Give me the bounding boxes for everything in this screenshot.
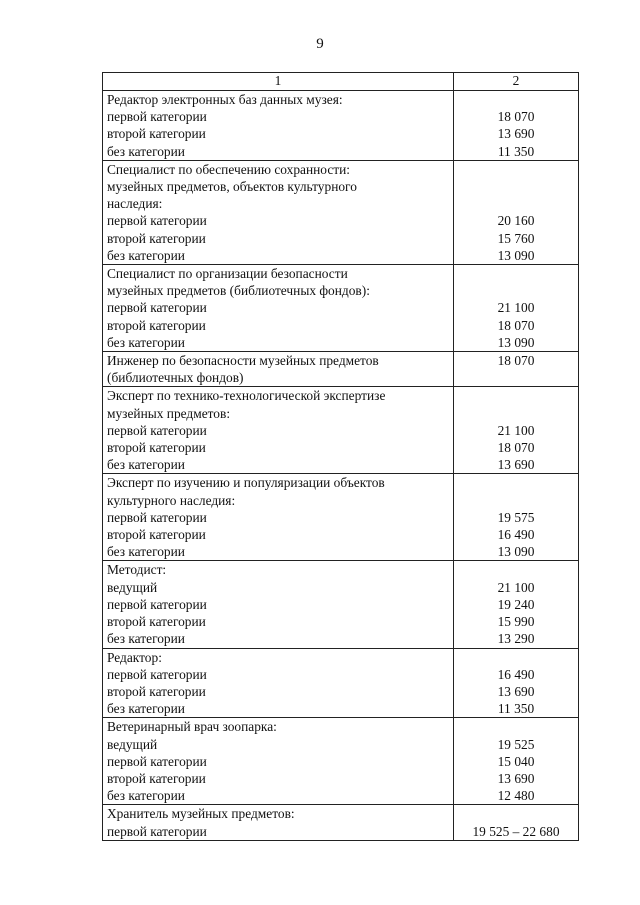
salary-value: 21 100 (497, 422, 535, 438)
position-title-line: Эксперт по технико-технологической экспертизе (107, 388, 386, 404)
position-cell (103, 805, 454, 840)
position-title-line: Эксперт по изучению и популяризации объектов (107, 475, 385, 491)
value-spacer (458, 405, 574, 422)
salary-value: 18 070 (497, 109, 535, 125)
position-title-line: (библиотечных фондов) (107, 370, 244, 386)
value-spacer (458, 91, 574, 108)
position-title-line: наследия: (107, 196, 163, 212)
category-label: второй категории (107, 317, 206, 333)
position-cell (103, 648, 454, 718)
position-cell (103, 265, 454, 352)
category-label: второй категории (107, 770, 206, 786)
salary-value: 19 575 (497, 509, 535, 525)
position-title-line: Инженер по безопасности музейных предметов (107, 353, 379, 369)
category-label: без категории (107, 631, 185, 647)
value-spacer (458, 474, 574, 491)
position-title-line: Редактор электронных баз данных музея: (107, 92, 343, 107)
salary-value: 11 350 (497, 143, 535, 159)
category-label: без категории (107, 247, 185, 263)
position-title-line: Ветеринарный врач зоопарка: (107, 719, 277, 735)
value-spacer (458, 561, 574, 578)
position-cell (103, 561, 454, 648)
salary-value: 18 070 (497, 317, 535, 333)
category-label: первой категории (107, 300, 207, 316)
salary-cell (454, 265, 579, 352)
salary-value: 15 040 (497, 753, 535, 769)
column-header-1: 1 (103, 73, 454, 91)
table-row (103, 718, 579, 805)
category-label: первой категории (107, 422, 207, 438)
position-cell (103, 718, 454, 805)
category-label: ведущий (107, 736, 158, 752)
category-label: без категории (107, 143, 185, 159)
position-title-line: музейных предметов, объектов культурного (107, 179, 357, 195)
category-label: второй категории (107, 126, 206, 142)
position-cell (103, 160, 454, 264)
salary-value: 13 690 (497, 770, 535, 786)
salary-value: 15 760 (497, 230, 535, 246)
table-row (103, 91, 579, 161)
category-label: без категории (107, 334, 185, 350)
table-row (103, 352, 579, 387)
value-spacer (458, 161, 574, 178)
page-number: 9 (316, 36, 324, 52)
position-title-line: музейных предметов: (107, 405, 231, 421)
value-spacer (458, 649, 574, 666)
salary-cell (454, 160, 579, 264)
position-title-line: культурного наследия: (107, 492, 236, 508)
salary-cell (454, 474, 579, 561)
position-title-line: Редактор: (107, 649, 162, 665)
salary-value: 19 525 – 22 680 (472, 823, 560, 839)
salary-cell (454, 805, 579, 840)
category-label: первой категории (107, 509, 207, 525)
category-label: второй категории (107, 440, 206, 456)
salary-value: 12 480 (497, 788, 535, 804)
salary-value: 18 070 (497, 353, 535, 369)
table-row (103, 387, 579, 474)
salary-value: 13 090 (497, 247, 535, 263)
category-label: первой категории (107, 666, 207, 682)
value-spacer (458, 492, 574, 509)
salary-value: 20 160 (497, 213, 535, 229)
salary-cell (454, 561, 579, 648)
category-label: второй категории (107, 230, 206, 246)
salary-value: 19 525 (497, 736, 535, 752)
salary-value: 13 690 (497, 126, 535, 142)
salary-value: 18 070 (497, 440, 535, 456)
value-spacer (458, 178, 574, 195)
salary-cell (454, 352, 579, 387)
salary-value: 11 350 (497, 701, 535, 717)
table-body (103, 91, 579, 841)
value-spacer (458, 387, 574, 404)
category-label: без категории (107, 701, 185, 717)
salary-value: 13 090 (497, 334, 535, 350)
category-label: без категории (107, 788, 185, 804)
salary-value: 16 490 (497, 527, 535, 543)
category-label: ведущий (107, 579, 158, 595)
category-label: второй категории (107, 683, 206, 699)
table-header-row (103, 73, 579, 91)
position-title-line: Методист: (107, 562, 167, 578)
salary-value: 13 690 (497, 457, 535, 473)
value-spacer (458, 282, 574, 299)
salary-value: 21 100 (497, 579, 535, 595)
position-title-line: Хранитель музейных предметов: (107, 806, 295, 822)
category-label: первой категории (107, 753, 207, 769)
category-label: первой категории (107, 213, 207, 229)
value-spacer (458, 195, 574, 212)
category-label: без категории (107, 544, 185, 560)
salary-value: 19 240 (497, 596, 535, 612)
table-row (103, 648, 579, 718)
salary-cell (454, 648, 579, 718)
category-label: второй категории (107, 614, 206, 630)
salary-value: 13 090 (497, 544, 535, 560)
table-row (103, 474, 579, 561)
salary-cell (454, 91, 579, 161)
table-row (103, 561, 579, 648)
salary-table (102, 72, 579, 841)
table-row (103, 805, 579, 840)
position-title-line: Специалист по обеспечению сохранности: (107, 161, 351, 177)
table-row (103, 265, 579, 352)
salary-cell (454, 718, 579, 805)
position-title-line: Специалист по организации безопасности (107, 266, 348, 282)
salary-value: 15 990 (497, 614, 535, 630)
salary-value: 13 290 (497, 631, 535, 647)
value-spacer (458, 718, 574, 735)
position-cell (103, 387, 454, 474)
salary-value: 13 690 (497, 683, 535, 699)
category-label: без категории (107, 457, 185, 473)
category-label: первой категории (107, 823, 207, 839)
table-row (103, 160, 579, 264)
position-cell (103, 474, 454, 561)
position-cell (103, 91, 454, 161)
position-cell (103, 352, 454, 387)
column-header-2: 2 (454, 73, 579, 91)
salary-cell (454, 387, 579, 474)
position-title-line: музейных предметов (библиотечных фондов): (107, 283, 370, 299)
value-spacer (458, 805, 574, 822)
category-label: второй категории (107, 527, 206, 543)
category-label: первой категории (107, 109, 207, 125)
value-spacer (458, 265, 574, 282)
salary-value: 21 100 (497, 300, 535, 316)
salary-value: 16 490 (497, 666, 535, 682)
category-label: первой категории (107, 596, 207, 612)
